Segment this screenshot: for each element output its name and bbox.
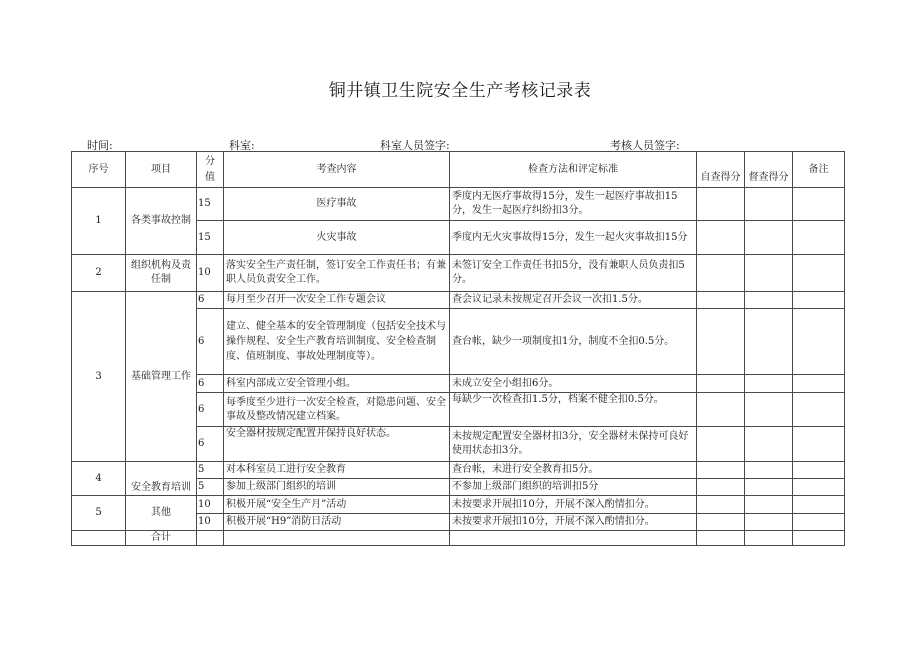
page-title: 铜井镇卫生院安全生产考核记录表 [328, 81, 592, 101]
table-row [72, 188, 845, 221]
method-cell: 未签订安全工作责任书扣5分，没有兼职人员负责扣5分。 [450, 255, 697, 292]
group-seq: 2 [72, 255, 126, 292]
table-row [72, 462, 845, 479]
group-seq: 5 [72, 496, 126, 531]
content-cell: 对本科室员工进行安全教育 [224, 462, 450, 479]
assessor-signature-label: 考核人员签字: [610, 139, 680, 152]
department-label: 科室: [229, 139, 255, 152]
content-cell: 科室内部成立安全管理小组。 [224, 375, 450, 393]
total-content-cell [224, 531, 450, 546]
method-cell: 查会议记录未按规定召开会议一次扣1.5分。 [450, 292, 697, 309]
header-score [197, 152, 224, 188]
method-cell: 查台帐，未进行安全教育扣5分。 [450, 462, 697, 479]
method-cell: 季度内无医疗事故得15分，发生一起医疗事故扣15分，发生一起医疗纠纷扣3分。 [450, 188, 697, 221]
content-cell: 积极开展“H9”消防日活动 [224, 514, 450, 531]
score-cell: 5 [197, 462, 224, 479]
group-item: 基础管理工作 [126, 292, 197, 462]
supervisor-score-cell [745, 462, 793, 479]
total-supervisor-score-cell [745, 531, 793, 546]
method-cell: 未按要求开展扣10分，开展不深入酌情扣分。 [450, 496, 697, 514]
remark-cell [793, 375, 845, 393]
header-item: 项目 [126, 152, 197, 188]
group-item: 其他 [126, 496, 197, 531]
group-seq: 3 [72, 292, 126, 462]
method-cell: 每缺少一次检查扣1.5分，档案不健全扣0.5分。 [450, 393, 697, 427]
remark-cell [793, 514, 845, 531]
self-score-cell [697, 462, 745, 479]
remark-cell [793, 292, 845, 309]
header-score-bottom: 值 [205, 171, 215, 183]
score-cell: 10 [197, 514, 224, 531]
method-cell: 未按要求开展扣10分，开展不深入酌情扣分。 [450, 514, 697, 531]
supervisor-score-cell [745, 479, 793, 496]
self-score-cell [697, 514, 745, 531]
score-cell: 5 [197, 479, 224, 496]
method-cell: 不参加上级部门组织的培训扣5分 [450, 479, 697, 496]
score-cell: 6 [197, 309, 224, 375]
content-cell: 落实安全生产责任制，签订安全工作责任书；有兼职人员负责安全工作。 [224, 255, 450, 292]
group-seq: 4 [72, 462, 126, 496]
content-cell: 安全器材按规定配置并保持良好状态。 [224, 427, 450, 462]
total-seq-cell [72, 531, 126, 546]
total-method-cell [450, 531, 697, 546]
self-score-cell [697, 221, 745, 255]
group-item: 组织机构及责任制 [126, 255, 197, 292]
supervisor-score-cell [745, 292, 793, 309]
group-item: 各类事故控制 [126, 188, 197, 255]
table-row [72, 292, 845, 309]
remark-cell [793, 188, 845, 221]
header-content: 考查内容 [224, 152, 450, 188]
remark-cell [793, 496, 845, 514]
group-item: 安全教育培训 [126, 462, 197, 496]
content-cell: 参加上级部门组织的培训 [224, 479, 450, 496]
remark-cell [793, 393, 845, 427]
content-cell: 医疗事故 [224, 188, 450, 221]
content-cell: 积极开展“安全生产月”活动 [224, 496, 450, 514]
score-cell: 15 [197, 221, 224, 255]
self-score-cell [697, 479, 745, 496]
remark-cell [793, 462, 845, 479]
remark-cell [793, 427, 845, 462]
method-cell: 季度内无火灾事故得15分，发生一起火灾事故扣15分 [450, 221, 697, 255]
score-cell: 6 [197, 393, 224, 427]
remark-cell [793, 479, 845, 496]
score-cell: 6 [197, 375, 224, 393]
score-cell: 6 [197, 292, 224, 309]
score-cell: 15 [197, 188, 224, 221]
total-self-score-cell [697, 531, 745, 546]
score-cell: 10 [197, 255, 224, 292]
header-remark: 备注 [793, 152, 845, 188]
self-score-cell [697, 255, 745, 292]
group-seq: 1 [72, 188, 126, 255]
supervisor-score-cell [745, 309, 793, 375]
staff-signature-label: 科室人员签字: [380, 139, 450, 152]
score-cell: 10 [197, 496, 224, 514]
supervisor-score-cell [745, 427, 793, 462]
assessment-table [71, 151, 845, 546]
total-label: 合计 [126, 531, 197, 546]
score-cell: 6 [197, 427, 224, 462]
supervisor-score-cell [745, 375, 793, 393]
header-self-score: 自查得分 [697, 152, 745, 188]
header-supervisor-score: 督查得分 [745, 152, 793, 188]
total-remark-cell [793, 531, 845, 546]
supervisor-score-cell [745, 188, 793, 221]
time-label: 时间: [87, 139, 113, 152]
remark-cell [793, 221, 845, 255]
header-method: 检查方法和评定标准 [450, 152, 697, 188]
supervisor-score-cell [745, 393, 793, 427]
content-cell: 每季度至少进行一次安全检查，对隐患问题、安全事故及整改情况建立档案。 [224, 393, 450, 427]
total-row [72, 531, 845, 546]
self-score-cell [697, 309, 745, 375]
supervisor-score-cell [745, 255, 793, 292]
self-score-cell [697, 292, 745, 309]
supervisor-score-cell [745, 221, 793, 255]
self-score-cell [697, 375, 745, 393]
total-score-cell [197, 531, 224, 546]
table-row [72, 496, 845, 514]
method-cell: 未成立安全小组扣6分。 [450, 375, 697, 393]
header-score-top: 分 [205, 155, 215, 167]
supervisor-score-cell [745, 496, 793, 514]
self-score-cell [697, 188, 745, 221]
remark-cell [793, 309, 845, 375]
method-cell: 查台帐，缺少一项制度扣1分，制度不全扣0.5分。 [450, 309, 697, 375]
supervisor-score-cell [745, 514, 793, 531]
table-row [72, 255, 845, 292]
self-score-cell [697, 496, 745, 514]
method-cell: 未按规定配置安全器材扣3分，安全器材未保持可良好使用状态扣3分。 [450, 427, 697, 462]
content-cell: 火灾事故 [224, 221, 450, 255]
content-cell: 建立、健全基本的安全管理制度（包括安全技术与操作规程、安全生产教育培训制度、安全检查制度、值班制度、事故处理制度等）。 [224, 309, 450, 375]
header-row [72, 152, 845, 188]
self-score-cell [697, 393, 745, 427]
self-score-cell [697, 427, 745, 462]
content-cell: 每月至少召开一次安全工作专题会议 [224, 292, 450, 309]
header-seq: 序号 [72, 152, 126, 188]
remark-cell [793, 255, 845, 292]
